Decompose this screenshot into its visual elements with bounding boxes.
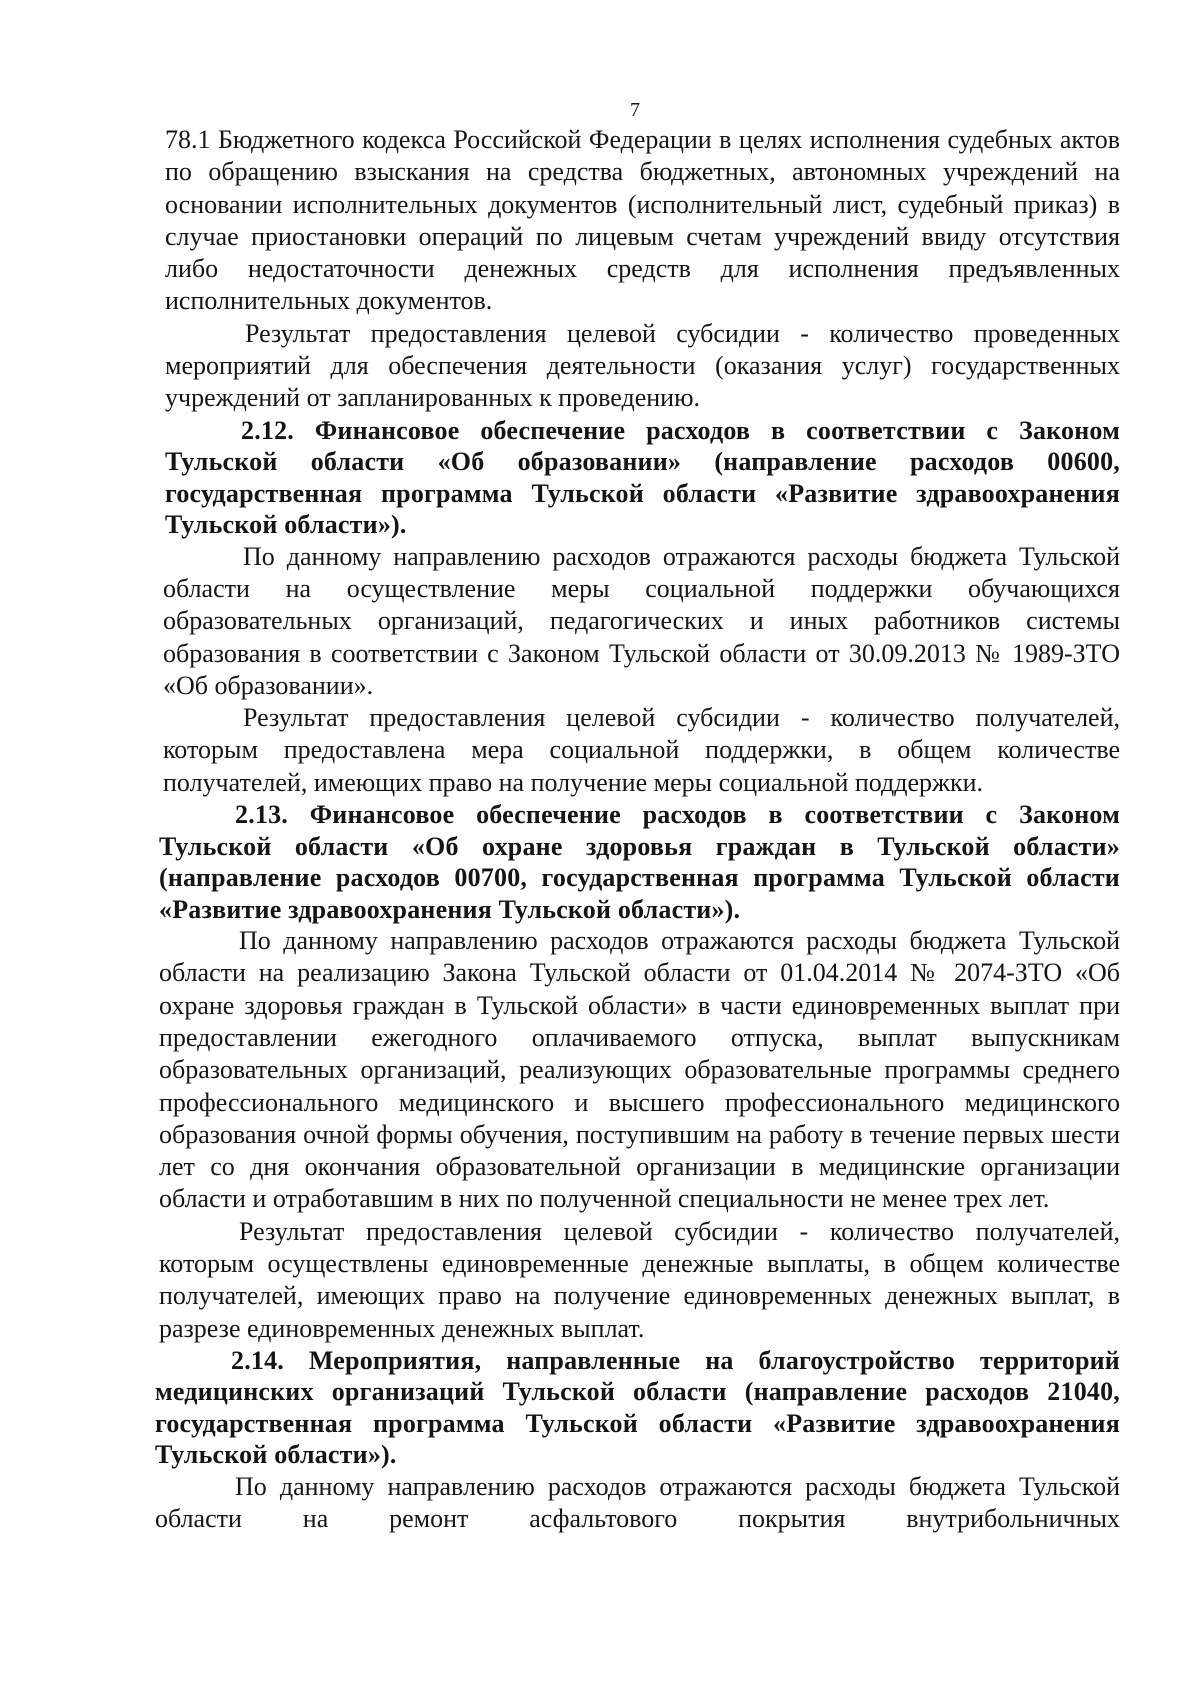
- paragraph-result-recipients-support: Результат предоставления целевой субсидии - количество получателей, которым предоставлена мера социальной поддержки, в общем количестве получателей, имеющих право на получение меры социальной поддержки.: [163, 703, 1120, 797]
- paragraph-budget-code-continuation: 78.1 Бюджетного кодекса Российской Федерации в целях исполнения судебных актов по обращению взыскания на средства бюджетных, автономных учреждений на основании исполнительных документов (исполнительный лист, судебный приказ) в случае приостановки операций по лицевым счетам учреждений ввиду отсутствия либо недостаточности денежных средств для исполнения предъявленных исполнительных документов.: [165, 125, 1120, 316]
- paragraph-result-one-time-payments: Результат предоставления целевой субсидии - количество получателей, которым осуществлены единовременные денежные выплаты, в общем количестве получателей, имеющих право на получение единовременных денежных выплат, в разрезе единовременных денежных выплат.: [159, 1216, 1120, 1343]
- page-body: [155, 124, 1120, 1536]
- paragraph-result-events: Результат предоставления целевой субсидии - количество проведенных мероприятий для обеспечения деятельности (оказания услуг) государственных учреждений от запланированных к проведению.: [165, 318, 1120, 413]
- section-heading-2-13: 2.13. Финансовое обеспечение расходов в соответствии с Законом Тульской области «Об охране здоровья граждан в Тульской области» (направление расходов 00700, государственная программа Тульской области «Развитие здравоохранения Тульской области»).: [159, 800, 1120, 924]
- paragraph-education-expenses: По данному направлению расходов отражаются расходы бюджета Тульской области на осуществление меры социальной поддержки обучающихся образовательных организаций, педагогических и иных работников системы образования в соответствии с Законом Тульской области от 30.09.2013 № 1989-ЗТО «Об образовании».: [163, 541, 1120, 700]
- section-heading-2-14: 2.14. Мероприятия, направленные на благоустройство территорий медицинских организаций Тульской области (направление расходов 21040, государственная программа Тульской области «Развитие здравоохранения Тульской области»).: [155, 1345, 1120, 1470]
- section-heading-2-12: 2.12. Финансовое обеспечение расходов в соответствии с Законом Тульской области «Об образовании» (направление расходов 00600, государственная программа Тульской области «Развитие здравоохранения Тульской области»).: [165, 415, 1120, 540]
- paragraph-health-protection-expenses: По данному направлению расходов отражаются расходы бюджета Тульской области на реализацию Закона Тульской области от 01.04.2014 № 2074-ЗТО «Об охране здоровья граждан в Тульской области» в части единовременных выплат при предоставлении ежегодного оплачиваемого отпуска, выплат выпускникам образовательных организаций, реализующих образовательные программы среднего профессионального медицинского и высшего профессионального медицинского образования очной формы обучения, поступившим на работу в течение первых шести лет со дня окончания образовательной организации в медицинские организации области и отработавшим в них по полученной специальности не менее трех лет.: [159, 926, 1120, 1214]
- page-number: 7: [630, 99, 640, 121]
- paragraph-landscaping-expenses: По данному направлению расходов отражаются расходы бюджета Тульской области на ремонт асфальтового покрытия внутрибольничных: [155, 1471, 1120, 1534]
